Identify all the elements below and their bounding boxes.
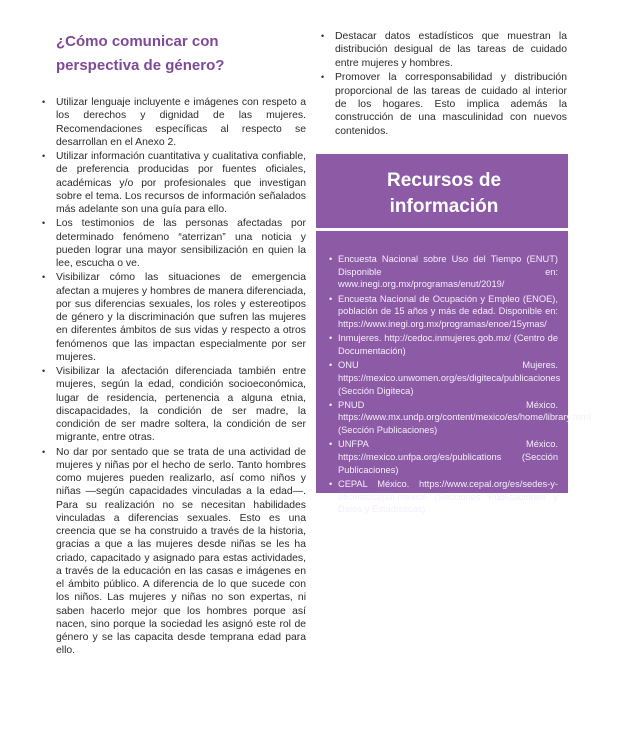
list-item: • Visibilizar la afectación diferenciada también entre mujeres, según la edad, condición socioeconómica, lugar de residencia, pertenencia a alguna etnia, discapacidades, la condición de ser madre, la condición de ser madre soltera, la condición de ser migrante, entre otras. — [56, 365, 306, 445]
list-item: • No dar por sentado que se trata de una actividad de mujeres y niñas por el hecho de serlo. Tanto hombres como mujeres pueden realizarlo, así como niños y niñas —según capacidades vinculadas a la edad—. Para su realización no se necesitan habilidades vinculadas a diferencias sexuales. Esto es una creencia que se ha construido a través de la historia, gracias a que a las mujeres desde niñas se les ha criado, capacitado y asignado para estas actividades, a través de la educación en las casas e imágenes en el ámbito público. A diferencia de lo que sucede con los niños. Las mujeres y niñas no son expertas, ni saben hacerlo mejor que los hombres porque así nacen, sino porque la sociedad les asignó este rol de género y se las capacita desde temprana edad para ello. — [56, 446, 306, 658]
resources-list — [330, 253, 591, 516]
list-item: • Los testimonios de las personas afectadas por determinado fenómeno “aterrizan” una noticia y pueden lograr una mayor sensibilización en quien la lee, escucha o ve. — [56, 217, 306, 270]
list-item: • Promover la corresponsabilidad y distribución proporcional de las tareas de cuidado al interior de los hogares. Esto implica además la construcción de una masculinidad con nuevos contenidos. — [335, 71, 567, 138]
list-item: • Visibilizar cómo las situaciones de emergencia afectan a mujeres y hombres de manera diferenciada, por sus diferencias sexuales, los roles y estereotipos de género y la discriminación que sufren las mujeres en diferentes ámbitos de sus vidas y respecto a otros fenómenos que las impactan especialmente por ser mujeres. — [56, 271, 306, 364]
left-bullet-list — [56, 96, 306, 658]
right-bullet-list — [335, 30, 567, 138]
right-column — [335, 30, 567, 139]
resources-box — [316, 154, 591, 515]
list-item: • Utilizar lenguaje incluyente e imágenes con respeto a los derechos y dignidad de las mujeres. Recomendaciones específicas al respecto se desarrollan en el Anexo 2. — [56, 96, 306, 149]
resource-item: • PNUD México. https://www.mx.undp.org/content/mexico/es/home/library.html (Sección Publicaciones) — [338, 399, 558, 437]
list-item: • Destacar datos estadísticos que muestran la distribución desigual de las tareas de cuidado entre mujeres y hombres. — [335, 30, 567, 70]
resource-item: • ONU Mujeres. https://mexico.unwomen.org/es/digiteca/publicaciones (Sección Digiteca) — [338, 359, 558, 397]
left-column — [56, 30, 306, 659]
resource-item: • UNFPA México. https://mexico.unfpa.org/es/publications (Sección Publicaciones) — [338, 438, 558, 476]
resource-item: • Inmujeres. http://cedoc.inmujeres.gob.mx/ (Centro de Documentación) — [338, 332, 558, 357]
resource-item: • Encuesta Nacional de Ocupación y Empleo (ENOE), población de 15 años y más de edad. Disponible en: https://www.inegi.org.mx/programas/enoe/15ymas/ — [338, 293, 558, 331]
resource-item: • Encuesta Nacional sobre Uso del Tiempo (ENUT) Disponible en: www.inegi.org.mx/programas/enut/2019/ — [338, 253, 558, 291]
divider — [316, 228, 568, 231]
resource-item: • CEPAL México. https://www.cepal.org/es/sedes-y-oficinas/cepal-mexico (Secciones Publicaciones y Datos y Estadísticas) — [338, 478, 558, 516]
section-title: ¿Cómo comunicar con perspectiva de género? — [56, 33, 225, 74]
resources-title: Recursos de información — [386, 170, 502, 217]
list-item: • Utilizar información cuantitativa y cualitativa confiable, de preferencia producidas por fuentes oficiales, académicas y/o por profesionales que investigan sobre el tema. Los recursos de información señalados más adelante son una guía para ello. — [56, 150, 306, 216]
